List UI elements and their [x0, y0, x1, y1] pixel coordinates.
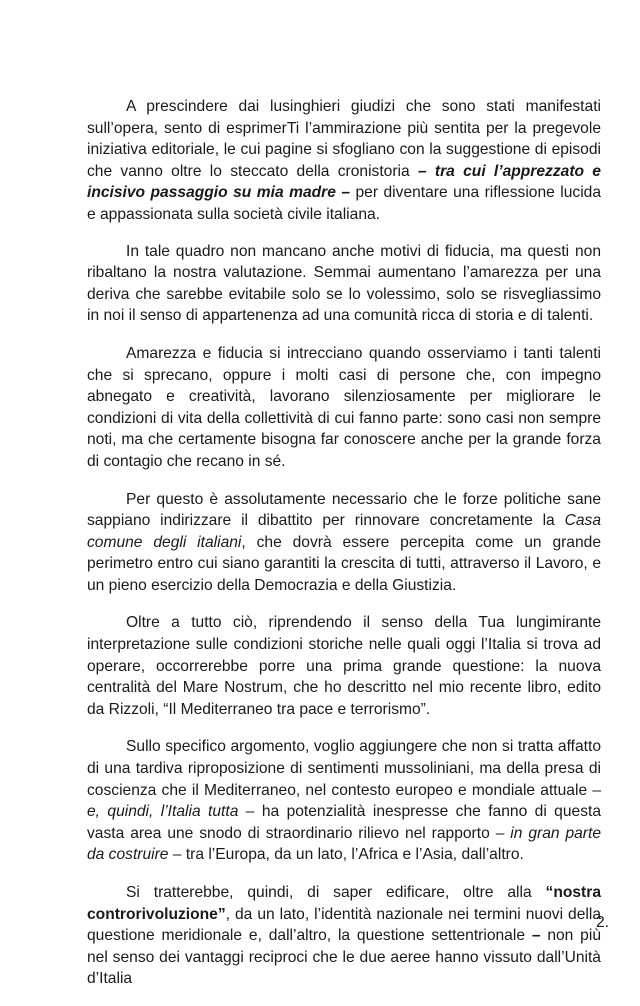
paragraph-7-tail: non più nel senso dei vantaggi reciproci che le due aeree hanno vissuto dall’Unità d’Italia: [87, 927, 601, 988]
paragraph-7-dash: –: [531, 927, 541, 945]
paragraph-4-italic: Casa comune degli italiani: [87, 512, 601, 551]
paragraph-7: [87, 882, 601, 990]
paragraph-1-text: A prescindere dai lusinghieri giudizi che sono stati manifestati sull’opera, sento di esprimerTi l’ammirazione più sentita per la pregevole iniziativa editoriale, le cui pagine si sfogliano con la suggestione di episodi che vanno oltre lo steccato della cronistoria: [87, 98, 601, 180]
paragraph-6-mid: ha potenzialità inespresse che fanno di questa vasta area une snodo di straordinario rilievo nel rapporto: [87, 803, 601, 842]
paragraph-3: [87, 343, 601, 473]
paragraph-6: [87, 736, 601, 866]
paragraph-7-mid: , da un lato, l’identità nazionale nei termini nuovi della questione meridionale e, dall’altro, la questione settentrionale: [87, 905, 601, 945]
paragraph-5-text: Oltre a tutto ciò, riprendendo il senso della Tua lungimirante interpretazione sulle condizioni storiche nelle quali oggi l’Italia si trova ad operare, occorrerebbe porre una prima grande questione: la nuova centralità del Mare Nostrum, che ho descritto nel mio recente libro, edito da Rizzoli, “Il Mediterraneo tra pace e terrorismo”.: [87, 614, 601, 718]
paragraph-2-text: In tale quadro non mancano anche motivi di fiducia, ma questi non ribaltano la nostra valutazione. Semmai aumentano l’amarezza per una deriva che sarebbe evitabile solo se lo volessimo, solo se risvegliassimo in noi il senso di appartenenza ad una comunità ricca di storia e di talenti.: [87, 242, 601, 325]
paragraph-6-italic-2: – in gran parte da costruire –: [87, 824, 602, 864]
paragraph-7-text: Si tratterebbe, quindi, di saper edificare, oltre alla: [126, 884, 546, 901]
paragraph-5: [87, 612, 601, 720]
paragraph-1-emphasis: – tra cui l’apprezzato e incisivo passaggio su mia madre –: [87, 162, 601, 202]
paragraph-1: [87, 96, 601, 226]
paragraph-7-bold: “nostra controrivoluzione”: [87, 884, 601, 923]
paragraph-6-text: Sullo specifico argomento, voglio aggiungere che non si tratta affatto di una tardiva riproposizione di sentimenti mussoliniani, ma della presa di coscienza che il Mediterraneo, nel contesto europeo e mondiale attuale: [87, 738, 601, 799]
paragraph-4-tail: , che dovrà essere percepita come un grande perimetro entro cui siano garantiti la crescita di tutti, attraverso il Lavoro, e un pieno esercizio della Democrazia e della Giustizia.: [87, 533, 602, 594]
letter-body: [87, 96, 601, 1006]
paragraph-4-text: Per questo è assolutamente necessario che le forze politiche sane sappiano indirizzare il dibattito per rinnovare concretamente la: [87, 490, 601, 530]
paragraph-1-tail: per diventare una riflessione lucida e appassionata sulla società civile italiana.: [87, 184, 601, 223]
paragraph-4: [87, 489, 601, 597]
page-number: 2.: [595, 914, 609, 931]
paragraph-6-italic-1: – e, quindi, l’Italia tutta –: [87, 781, 601, 821]
paragraph-6-tail: tra l’Europa, da un lato, l’Africa e l’Asia, dall’altro.: [181, 846, 524, 864]
paragraph-3-text: Amarezza e fiducia si intrecciano quando osserviamo i tanti talenti che si sprecano, oppure i molti casi di persone che, con impegno abnegato e creatività, lavorano silenziosamente per migliorare le condizioni di vita della collettività di cui fanno parte: sono casi non sempre noti, ma che certamente bisogna far conoscere anche per la grande forza di contagio che recano in sé.: [87, 344, 601, 470]
paragraph-2: [87, 241, 601, 327]
